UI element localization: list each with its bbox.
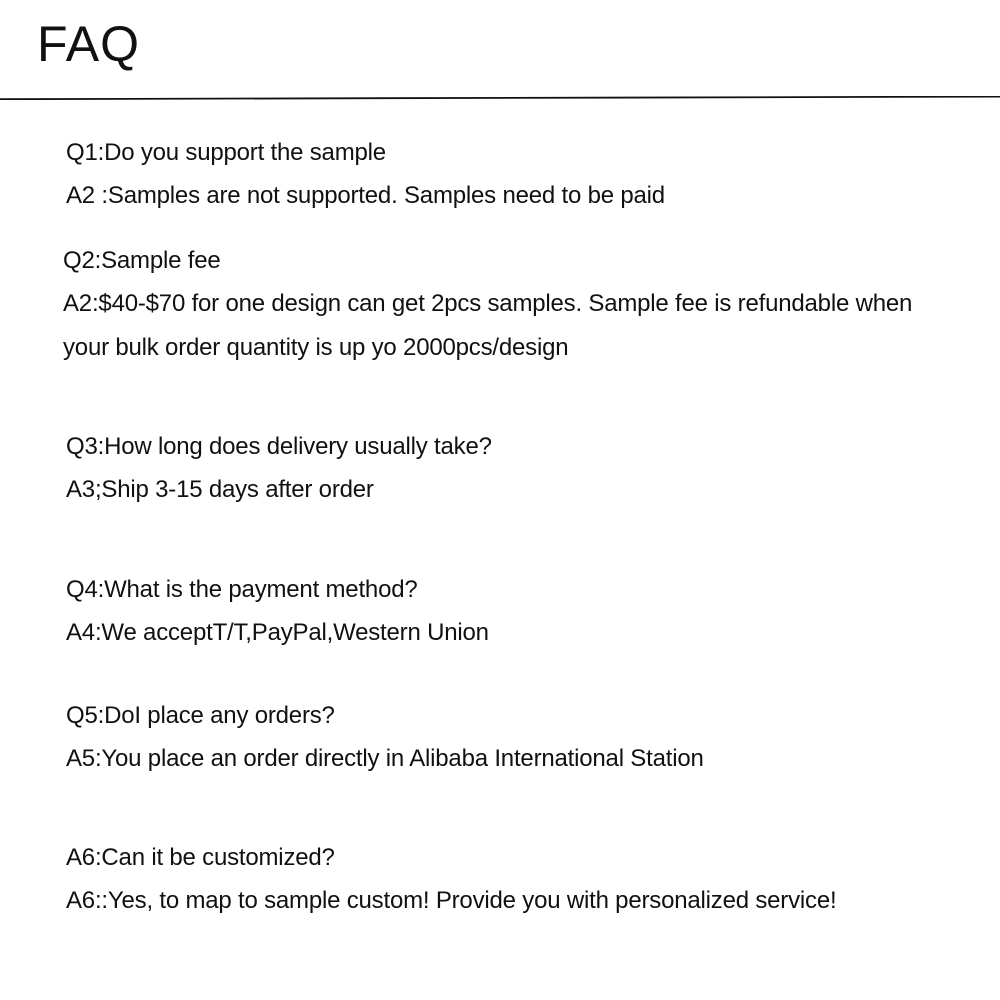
- faq-answer-3: A3;Ship 3-15 days after order: [66, 476, 374, 503]
- faq-answer-2-continued: your bulk order quantity is up yo 2000pcs/design: [63, 334, 569, 361]
- page-title: FAQ: [37, 16, 141, 72]
- faq-question-2: Q2:Sample fee: [63, 247, 221, 274]
- header-divider: [0, 96, 1000, 100]
- faq-question-5: Q5:DoI place any orders?: [66, 702, 335, 729]
- faq-answer-6: A6::Yes, to map to sample custom! Provide you with personalized service!: [66, 887, 837, 914]
- faq-question-6: A6:Can it be customized?: [66, 844, 335, 871]
- faq-answer-2: A2:$40-$70 for one design can get 2pcs samples. Sample fee is refundable when: [63, 290, 913, 317]
- faq-answer-4: A4:We acceptT/T,PayPal,Western Union: [66, 619, 489, 646]
- faq-answer-5: A5:You place an order directly in Alibaba International Station: [66, 745, 704, 772]
- faq-answer-1: A2 :Samples are not supported. Samples need to be paid: [66, 182, 665, 209]
- faq-question-1: Q1:Do you support the sample: [66, 139, 386, 166]
- faq-question-4: Q4:What is the payment method?: [66, 576, 418, 603]
- faq-question-3: Q3:How long does delivery usually take?: [66, 433, 492, 460]
